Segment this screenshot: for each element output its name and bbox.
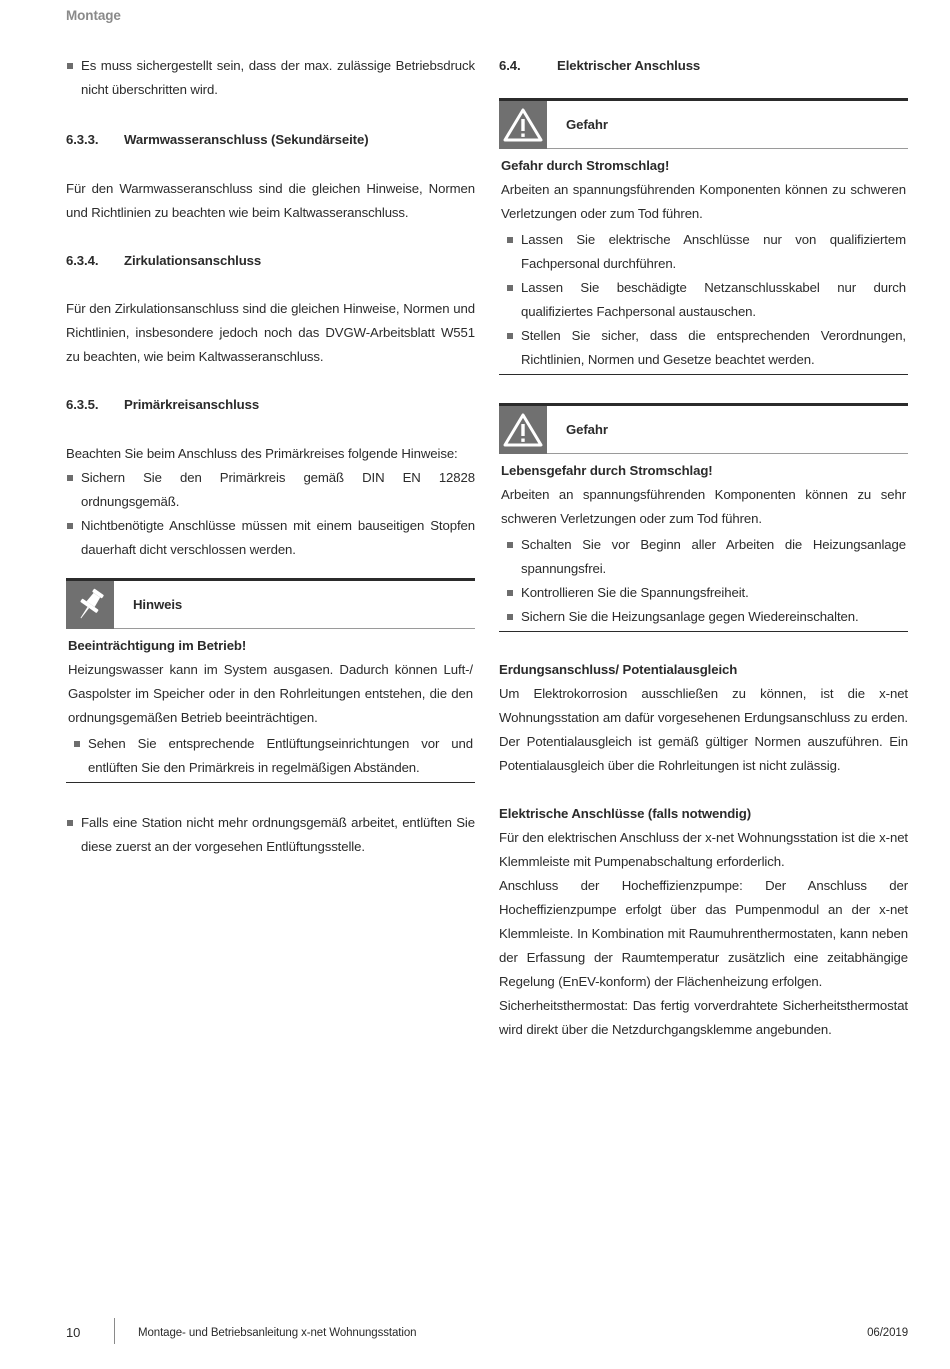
paragraph: Beachten Sie beim Anschluss des Primärkreises folgende Hinweise: xyxy=(66,446,458,461)
paragraph: Arbeiten an spannungsführenden Komponenten können zu schweren Verletzungen oder zum Tod führen. xyxy=(501,182,906,221)
hinweis-box xyxy=(66,578,475,783)
box-body xyxy=(499,454,908,629)
footer-document-title: Montage- und Betriebsanleitung x-net Wohnungsstation xyxy=(138,1327,417,1339)
list-item: Sichern Sie die Heizungsanlage gegen Wiedereinschalten. xyxy=(501,605,906,629)
box-body xyxy=(66,629,475,780)
paragraph: Für den Warmwasseranschluss sind die gleichen Hinweise, Normen und Richtlinien zu beachten wie beim Kaltwasseranschluss. xyxy=(66,181,475,220)
bullet-list xyxy=(501,228,906,372)
list-item: Lassen Sie beschädigte Netzanschlusskabel nur durch qualifiziertes Fachpersonal austauschen. xyxy=(501,276,906,324)
subheading-erdung: Erdungsanschluss/ Potentialausgleich xyxy=(499,662,738,677)
paragraph: Anschluss der Hocheffizienzpumpe: Der Anschluss der Hocheffizienzpumpe erfolgt über das Pumpenmodul an der x-net Klemmleiste. In Kombination mit Raumuhrenthermostaten, kann neben der Erfassung der Raumtemperatur zusätzlich eine zeitabhängige Regelung (EnEV-konform) der Flächenheizung erfolgen. xyxy=(499,878,908,989)
pushpin-icon xyxy=(66,581,114,629)
box-header xyxy=(499,101,908,149)
box-lead: Beeinträchtigung im Betrieb! xyxy=(68,638,247,653)
section-number: 6.4. xyxy=(499,58,521,73)
paragraph: Sicherheitsthermostat: Das fertig vorverdrahtete Sicherheitsthermostat wird direkt über die Netzdurchgangsklemme angebunden. xyxy=(499,998,908,1037)
section-title: Warmwasseranschluss (Sekundärseite) xyxy=(124,132,369,147)
bullet-list xyxy=(501,533,906,629)
paragraph: Heizungswasser kann im System ausgasen. Dadurch können Luft-/ Gaspolster im Speicher oder in den Rohrleitungen entstehen, die den ordnungsgemäßen Betrieb beeinträchtigen. xyxy=(68,662,473,725)
section-number: 6.3.3. xyxy=(66,132,99,147)
box-lead: Lebensgefahr durch Stromschlag! xyxy=(501,463,713,478)
section-number: 6.3.5. xyxy=(66,397,99,412)
paragraph: Um Elektrokorrosion ausschließen zu können, ist die x-net Wohnungsstation am dafür vorgesehenen Erdungsanschluss zu erden. Der Potentialausgleich ist gemäß gültiger Normen auszuführen. Ein Potentialausgleich über die Rohrleitungen ist nicht zulässig. xyxy=(499,686,908,773)
bullet-list xyxy=(66,811,475,859)
section-heading-6-3-5 xyxy=(66,393,475,417)
right-column xyxy=(499,54,908,1042)
box-title: Hinweis xyxy=(133,596,183,612)
list-item: Es muss sichergestellt sein, dass der max. zulässige Betriebsdruck nicht überschritten wird. xyxy=(66,54,475,102)
list-item: Nichtbenötigte Anschlüsse müssen mit einem bauseitigen Stopfen dauerhaft dicht verschlossen werden. xyxy=(66,514,475,562)
bullet-list xyxy=(68,732,473,780)
section-title: Zirkulationsanschluss xyxy=(124,253,262,268)
box-header xyxy=(66,581,475,629)
bullet-list xyxy=(66,466,475,562)
box-lead: Gefahr durch Stromschlag! xyxy=(501,158,670,173)
left-column xyxy=(66,54,475,859)
list-item: Sehen Sie entsprechende Entlüftungseinrichtungen vor und entlüften Sie den Primärkreis in regelmäßigen Abständen. xyxy=(68,732,473,780)
list-item: Schalten Sie vor Beginn aller Arbeiten die Heizungsanlage spannungsfrei. xyxy=(501,533,906,581)
section-number: 6.3.4. xyxy=(66,253,99,268)
gefahr-box-2 xyxy=(499,403,908,632)
section-heading-6-3-4 xyxy=(66,249,475,273)
running-header: Montage xyxy=(66,8,121,23)
section-heading-6-4 xyxy=(499,54,908,78)
warning-triangle-icon xyxy=(499,406,547,454)
warning-triangle-icon xyxy=(499,101,547,149)
paragraph: Für den elektrischen Anschluss der x-net Wohnungsstation ist die x-net Klemmleiste mit Pumpenabschaltung erforderlich. xyxy=(499,830,908,869)
box-body xyxy=(499,149,908,372)
page-number: 10 xyxy=(66,1325,81,1340)
section-heading-6-3-3 xyxy=(66,128,475,152)
list-item: Falls eine Station nicht mehr ordnungsgemäß arbeitet, entlüften Sie diese zuerst an der vorgesehen Entlüftungsstelle. xyxy=(66,811,475,859)
bullet-list xyxy=(66,54,475,102)
section-title: Elektrischer Anschluss xyxy=(557,58,701,73)
footer-date: 06/2019 xyxy=(867,1327,908,1339)
paragraph: Arbeiten an spannungsführenden Komponenten können zu sehr schweren Verletzungen oder zum Tod führen. xyxy=(501,487,906,526)
list-item: Stellen Sie sicher, dass die entsprechenden Verordnungen, Richtlinien, Normen und Gesetze beachtet werden. xyxy=(501,324,906,372)
list-item: Kontrollieren Sie die Spannungsfreiheit. xyxy=(501,581,906,605)
subheading-elektrisch: Elektrische Anschlüsse (falls notwendig) xyxy=(499,806,751,821)
box-title: Gefahr xyxy=(566,116,608,132)
gefahr-box-1 xyxy=(499,98,908,375)
list-item: Lassen Sie elektrische Anschlüsse nur von qualifiziertem Fachpersonal durchführen. xyxy=(501,228,906,276)
footer-divider xyxy=(114,1318,115,1344)
box-title: Gefahr xyxy=(566,421,608,437)
section-title: Primärkreisanschluss xyxy=(124,397,260,412)
box-header xyxy=(499,406,908,454)
list-item: Sichern Sie den Primärkreis gemäß DIN EN 12828 ordnungsgemäß. xyxy=(66,466,475,514)
paragraph: Für den Zirkulationsanschluss sind die gleichen Hinweise, Normen und Richtlinien, insbesondere jedoch noch das DVGW-Arbeitsblatt W551 zu beachten, wie beim Kaltwasseranschluss. xyxy=(66,301,475,364)
